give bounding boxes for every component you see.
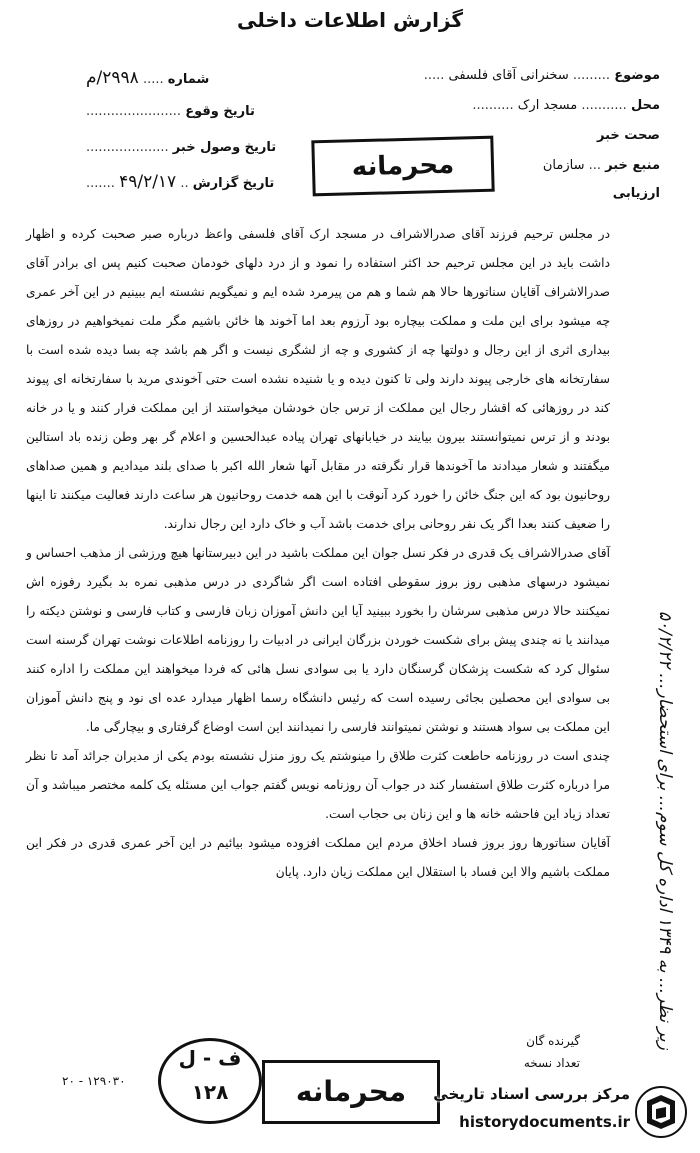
- subject-row: موضوع ......... سخنرانی آقای فلسفی .....: [423, 68, 660, 83]
- source-row: منبع خبر ... سازمان: [542, 158, 660, 173]
- handwritten-margin-note: [610, 530, 680, 1050]
- number-row: شماره ..... ۲۹۹۸/م: [86, 68, 210, 88]
- report-title: گزارش اطلاعات داخلی: [236, 8, 464, 32]
- copies-label: تعداد نسخه: [523, 1056, 580, 1070]
- occurrence-date-row: تاریخ وقوع .......................: [86, 104, 255, 119]
- assessment-row: [613, 186, 660, 201]
- subject-label: موضوع: [614, 68, 660, 83]
- round-stamp-line1: ف - ل: [178, 1046, 242, 1070]
- report-date-label: تاریخ گزارش: [192, 176, 275, 191]
- report-body: [26, 220, 610, 887]
- report-date-row: تاریخ گزارش .. ۴۹/۲/۱۷ .......: [86, 172, 275, 192]
- accuracy-label: صحت خبر: [597, 128, 660, 143]
- body-paragraph: آقایان سناتورها روز بروز فساد اخلاق مردم این مملکت افزوده میشود بیائیم در این آخر عمری قدری در فکر این مملکت باشیم والا این فساد با استقلال این مملکت زیان دارد. پایان: [26, 836, 610, 879]
- source-label: منبع خبر: [605, 158, 660, 173]
- body-paragraph: چندی است در روزنامه حاطعت کثرت طلاق را مینوشتم یک روز منزل نشسته بودم یکی از مدیران جرائد آمد تا نظر مرا درباره کثرت طلاق استفسار کند در جواب آن روزنامه نویس گفتم جواب این مسئله یک کلمه مختصر میباشد و آن تعداد زیاد این فاحشه خانه ها و این زنان بی حجاب است.: [26, 749, 610, 821]
- round-registry-stamp: [158, 1038, 262, 1124]
- source-value: سازمان: [542, 158, 585, 173]
- archive-logo-icon: [634, 1085, 688, 1139]
- place-value: مسجد ارک: [517, 98, 578, 113]
- subject-value: سخنرانی آقای فلسفی: [448, 68, 569, 83]
- margin-note-text: زیر نظر... به ۱۳۴۹ اداره کل سوم... برای استحضار... ۵۰/۲/۲۲: [655, 610, 675, 1050]
- place-row: محل ........... مسجد ارک ..........: [472, 98, 660, 113]
- occurrence-date-label: تاریخ وقوع: [185, 104, 255, 119]
- news-date-label: تاریخ وصول خبر: [172, 140, 277, 155]
- watermark-persian-text: مرکز بررسی اسناد تاریخی: [433, 1085, 630, 1103]
- body-paragraph: در مجلس ترحیم فرزند آقای صدرالاشراف در مسجد ارک آقای فلسفی واعظ درباره صبر صحبت کرده و اظهار داشت باید در این مجلس ترحیم حد اکثر استفاده را نمود و از درد دلهای خودمان صحبت کنیم پس ای برادر آقای صدرالاشراف آقایان سناتورها حالا هم شما و هم من پیرمرد شده ایم و نمیگویم نشسته ایم ببینیم در این آخر عمری چه میشود برای این ملت و مملکت بیچاره بود آرزوم بعد اما آخوند ها خائن باشیم مگر ملت نمیخواهیم در روزهای بیداری اثری از این رجال و دولتها چه از کشوری و چه از لشگری نیست و اگر هم باشد چه بسا دیده شده است با سفارتخانه های خارجی پیوند دارند ولی تا کنون دیده و یا شنیده نشده است حتی آخوندی مرید با سفارتخانه ای پیوند کند در روزهائی که اقشار رجال این مملکت از ترس جان خودشان میخواستند از این مملکت فرار کنند و یا در خانه بودند و از ترس نمیتوانستند بیرون بیایند در خیابانهای تهران پیاده عبدالحسین و اعلام گر بهر وطن زنده باد استالین میگفتند و شعار میدادند ما آخوندها قرار نگرفته در مقابل آنها شعار الله اکبر با صدای بلند میدادیم و همین صداهای روحانیون بود که این جنگ خائن را خورد کرد آنوقت با این همه خدمت روحانیون هر ساعت دارند فعالیت میکنند تا اینها را ضعیف کنند بعدا اگر یک نفر روحانی برای خدمت باشد آب و خاک دارد این رجال ندارند.: [26, 227, 610, 531]
- number-value: ۲۹۹۸/م: [86, 68, 139, 88]
- assessment-label: ارزیابی: [612, 186, 660, 201]
- recipients-label: گیرنده گان: [526, 1034, 580, 1048]
- confidential-stamp-top: محرمانه: [311, 136, 494, 197]
- round-stamp-line2: ۱۲۸: [191, 1080, 229, 1104]
- body-paragraph: آقای صدرالاشراف یک قدری در فکر نسل جوان این مملکت باشید در این دبیرستانها هیچ ورزشی از مذهب احساس و نمیشود درسهای مذهبی روز بروز سقوطی افتاده است اگر شاگردی در درس مذهبی نمره بد بگیرد رفوزه اش نمیکنند حالا درس مذهبی سرشان را بخورد ببینید آیا این دانش آموزان زبان فارسی و کتاب فارسی و نوشتن دیکته را میدانند یا نه چندی پیش برای شکست خوردن بزرگان ایرانی در ادبیات را روزنامه اطلاعات نوشت تهران گرسنه است سئوال کرد که شکست پزشکان گرسنگان دارد یا بی سوادی نسل هائی که فردا میخواهند این مملکت را اداره کنند بی سوادی این محصلین بجائی رسیده است که رئیس دانشگاه رسما اظهار میدارد عده ای نود و پنج دانش آموزان این مملکت بی سواد هستند و نوشتن نمیتوانند فارسی را نمیدانند این است اوضاع گرفتاری و بیچارگی ما.: [26, 546, 610, 734]
- place-label: محل: [630, 98, 660, 113]
- document-number: ۱۲۹۰۳۰ - ۲۰: [62, 1074, 126, 1088]
- accuracy-row: [597, 128, 660, 143]
- archive-watermark: [382, 1081, 692, 1145]
- watermark-url-text: historydocuments.ir: [459, 1113, 630, 1131]
- report-date-value: ۴۹/۲/۱۷: [119, 172, 177, 192]
- number-label: شماره: [167, 72, 210, 87]
- news-date-row: تاریخ وصول خبر ....................: [86, 140, 277, 155]
- confidential-stamp-bottom: محرمانه: [262, 1060, 440, 1124]
